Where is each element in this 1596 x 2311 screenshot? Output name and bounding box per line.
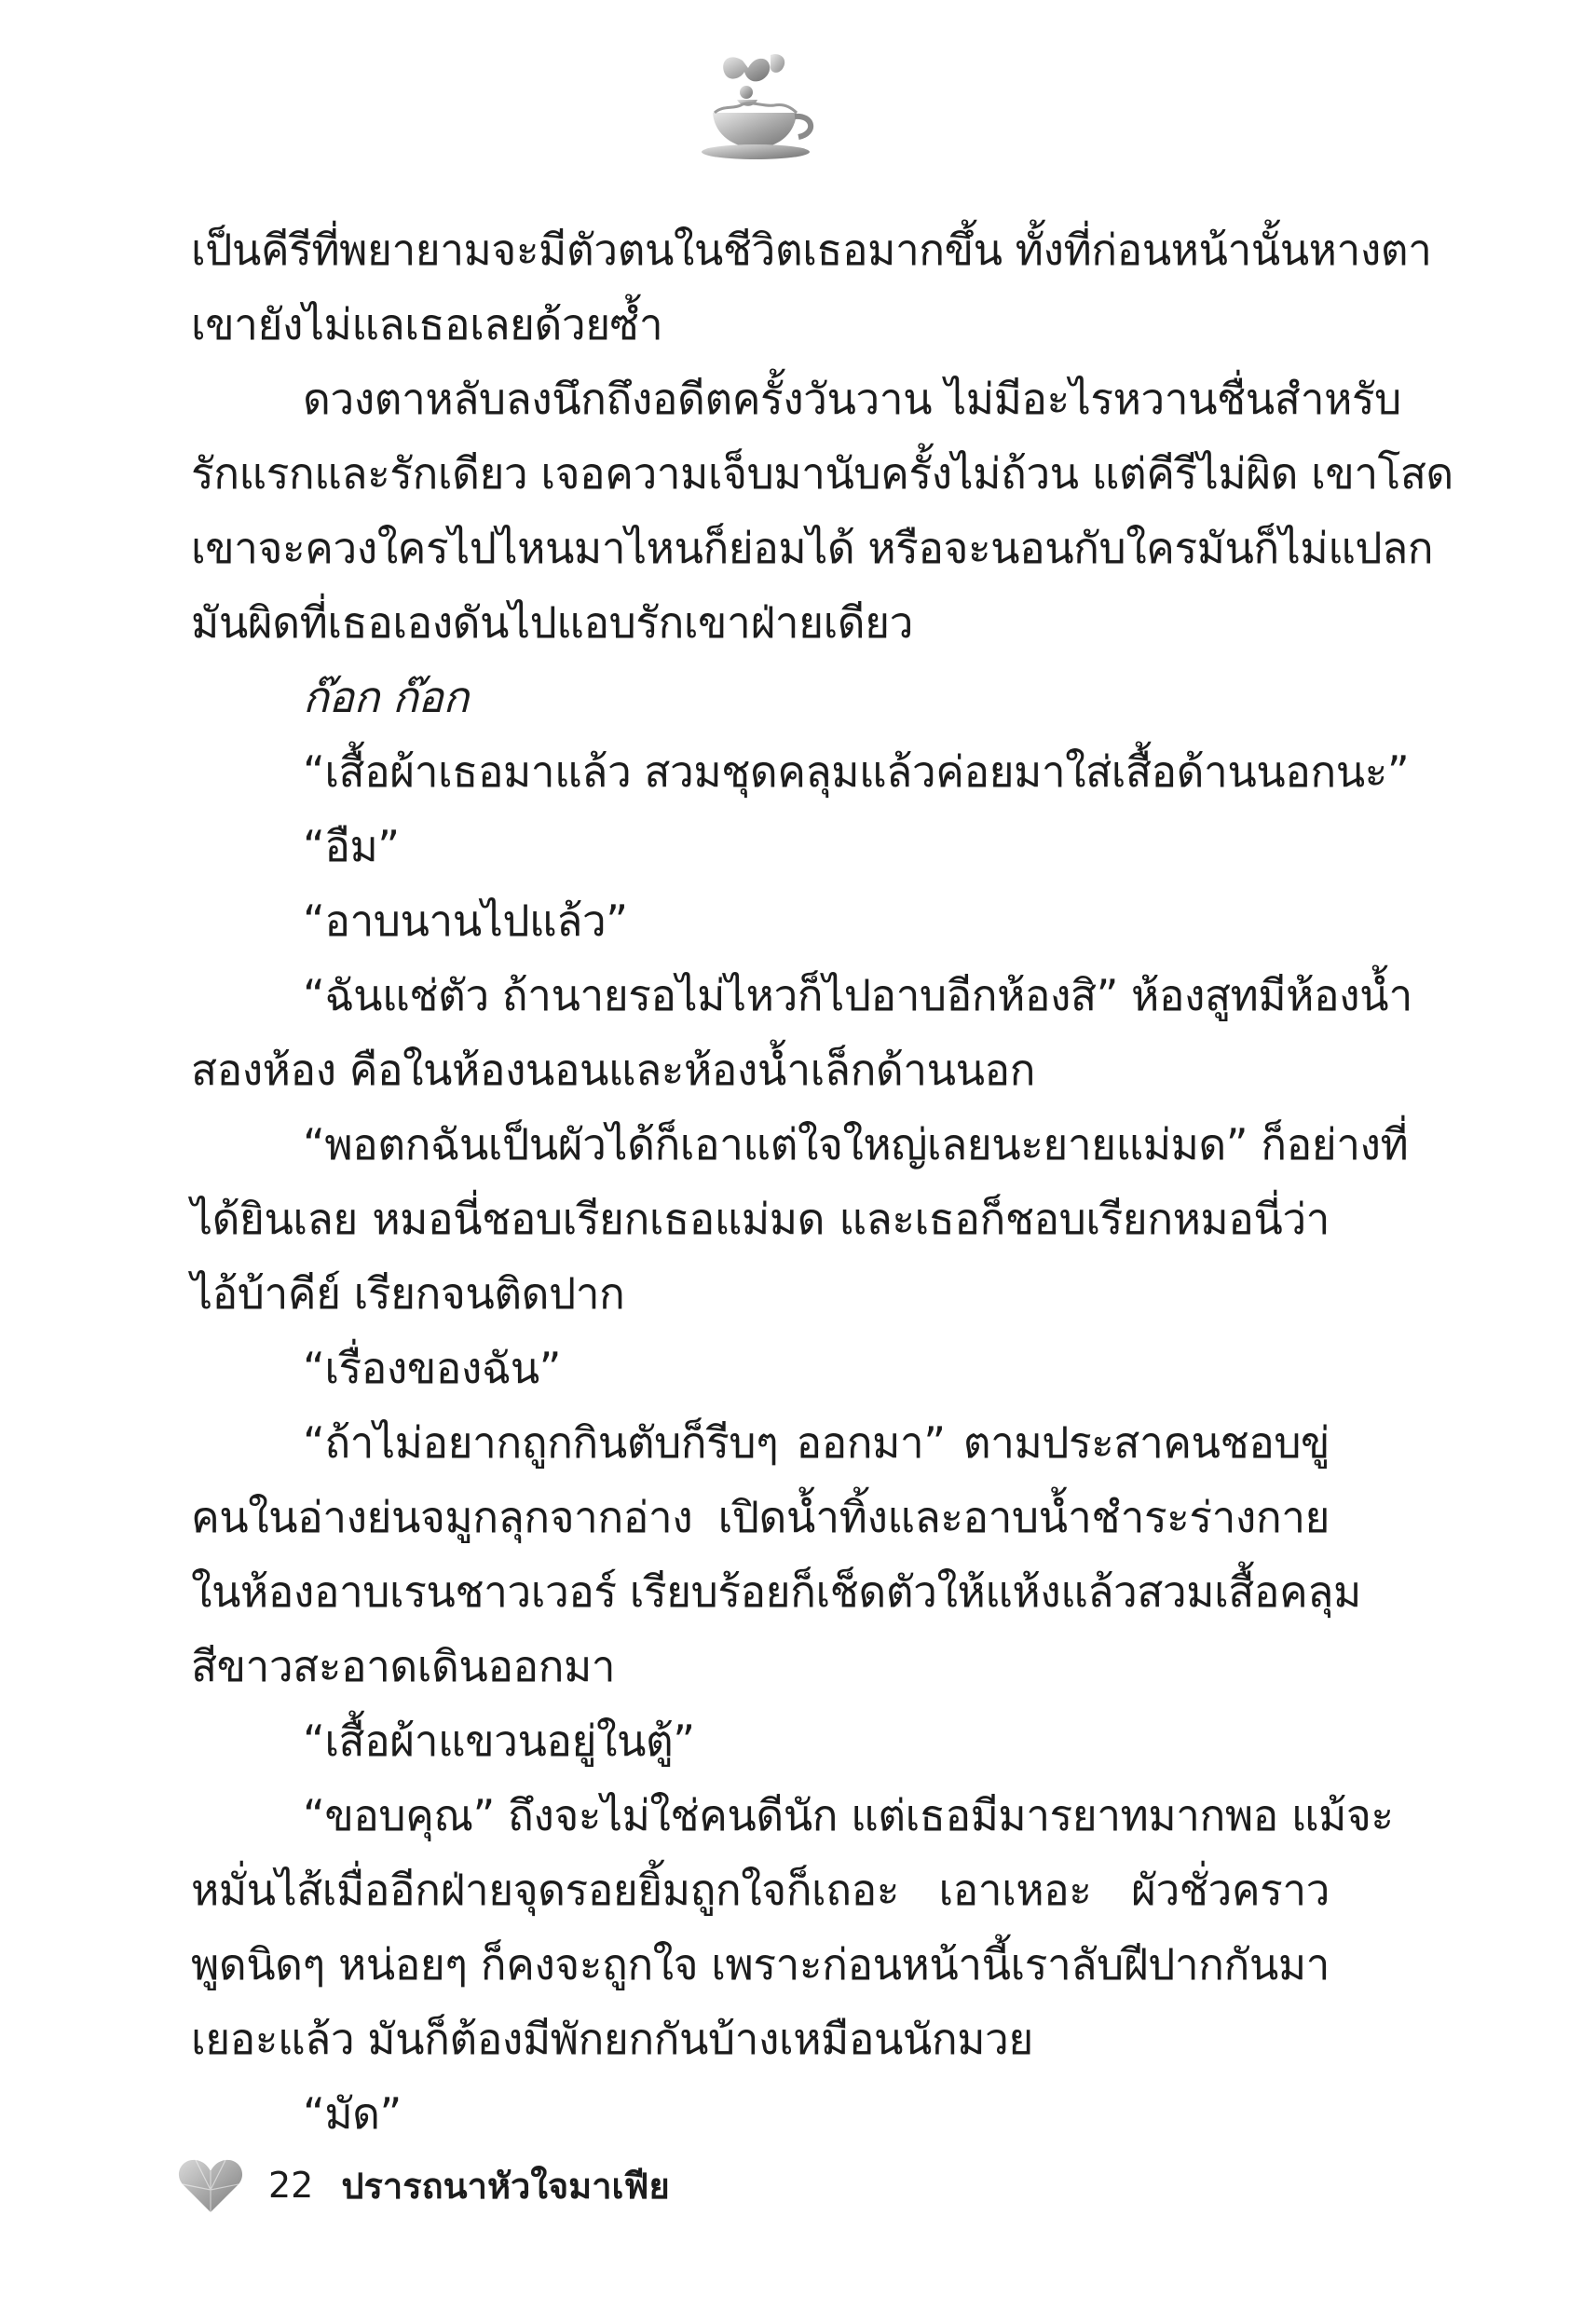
text-line: สองห้อง คือในห้องนอนและห้องน้ำเล็กด้านนอก [191, 1045, 1035, 1095]
text-line: เป็นคีรีที่พยายามจะมีตัวตนในชีวิตเธอมากขึ้น ทั้งที่ก่อนหน้านั้นหางตา [191, 225, 1432, 275]
body-text [191, 212, 1453, 2151]
text-line: ก๊อก ก๊อก [303, 672, 469, 722]
text-line: เขายังไม่แลเธอเลยด้วยซ้ำ [191, 299, 663, 349]
text-line: ได้ยินเลย หมอนี่ชอบเรียกเธอแม่มด และเธอก็ชอบเรียกหมอนี่ว่า [191, 1194, 1330, 1244]
text-line: “มัด” [303, 2088, 402, 2139]
text-line: “เรื่องของฉัน” [303, 1343, 561, 1393]
text-line: “เสื้อผ้าแขวนอยู่ในตู้” [303, 1716, 695, 1766]
text-line: “อืม” [303, 821, 400, 871]
text-line: เขาจะควงใครไปไหนมาไหนก็ย่อมได้ หรือจะนอนกับใครมันก็ไม่แปลก [191, 523, 1434, 573]
text-line: พูดนิดๆ หน่อยๆ ก็คงจะถูกใจ เพราะก่อนหน้านี้เราลับฝีปากกันมา [191, 1939, 1330, 1990]
text-line: สีขาวสะอาดเดินออกมา [191, 1641, 616, 1691]
text-line: ในห้องอาบเรนชาวเวอร์ เรียบร้อยก็เช็ดตัวให้แห้งแล้วสวมเสื้อคลุม [191, 1566, 1361, 1617]
cupid-teacup-icon [685, 51, 825, 163]
text-line: หมั่นไส้เมื่ออีกฝ่ายจุดรอยยิ้มถูกใจก็เถอะ เอาเหอะ ผัวชั่วคราว [191, 1865, 1330, 1915]
text-line: “เสื้อผ้าเธอมาแล้ว สวมชุดคลุมแล้วค่อยมาใส่เสื้อด้านนอกนะ” [303, 746, 1410, 797]
text-line: “ถ้าไม่อยากถูกกินตับก็รีบๆ ออกมา” ตามประสาคนชอบขู่ [303, 1417, 1330, 1468]
text-line: รักแรกและรักเดียว เจอความเจ็บมานับครั้งไม่ถ้วน แต่คีรีไม่ผิด เขาโสด [191, 448, 1453, 499]
page-number: 22 [268, 2165, 314, 2206]
text-line: “ขอบคุณ” ถึงจะไม่ใช่คนดีนัก แต่เธอมีมารยาทมากพอ แม้จะ [303, 1790, 1394, 1840]
text-line: “พอตกฉันเป็นผัวได้ก็เอาแต่ใจใหญ่เลยนะยายแม่มด” ก็อย่างที่ [303, 1119, 1409, 1169]
text-line: ดวงตาหลับลงนึกถึงอดีตครั้งวันวาน ไม่มีอะไรหวานชื่นสำหรับ [303, 374, 1401, 424]
text-line: “ฉันแช่ตัว ถ้านายรอไม่ไหวก็ไปอาบอีกห้องสิ” ห้องสูทมีห้องน้ำ [303, 970, 1412, 1020]
text-line: “อาบนานไปแล้ว” [303, 896, 628, 946]
page-footer [177, 2153, 670, 2218]
text-line: มันผิดที่เธอเองดันไปแอบรักเขาฝ่ายเดียว [191, 597, 913, 648]
text-line: เยอะแล้ว มันก็ต้องมีพักยกกันบ้างเหมือนนักมวย [191, 2014, 1033, 2064]
book-title: ปรารถนาหัวใจมาเฟีย [341, 2165, 670, 2207]
heart-icon [177, 2156, 244, 2214]
text-line: ไอ้บ้าคีย์ เรียกจนติดปาก [191, 1268, 625, 1319]
text-line: คนในอ่างย่นจมูกลุกจากอ่าง เปิดน้ำทิ้งและอาบน้ำชำระร่างกาย [191, 1492, 1330, 1542]
